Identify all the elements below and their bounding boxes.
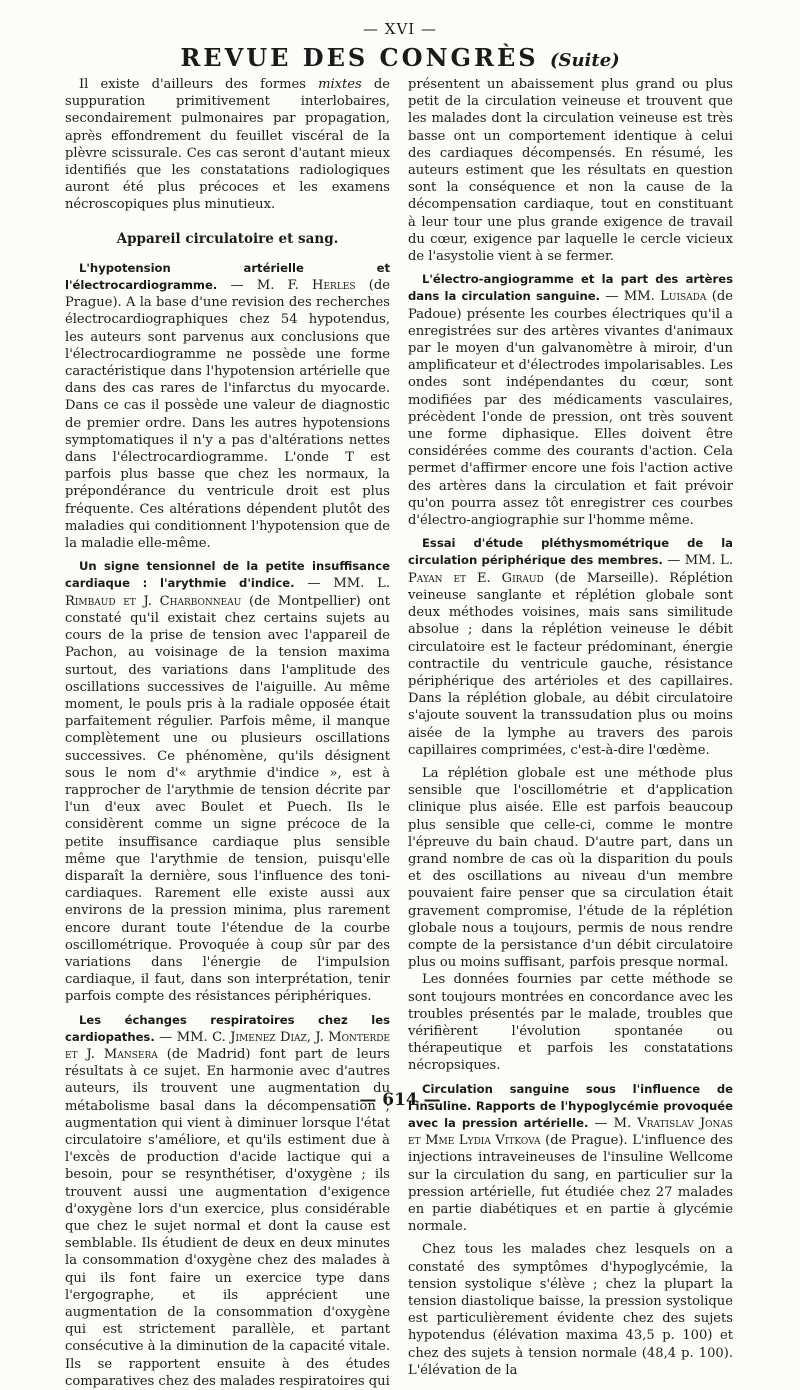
article-plethysmometrie: Essai d'étude pléthysmométrique de la circulation périphérique des membres. — MM. L. Payan et E. Giraud (de Marseille). Réplétion veineuse sanglante et réplétion globale sont deux méthodes voisines, mais sans similitude absolue ; dans la réplétion veineuse le débit circulatoire est le facteur prédominant, énergie contractile du ventricule gauche, résistance périphérique des artérioles et des capillaires. Dans la réplétion globale, au débit circulatoire s'ajoute souvent la transsudation plus ou moins aisée de la lymphe au travers des parois capillaires comprimées, c'est-à-dire l'œdème.	[408, 536, 733, 758]
paragraph-repletion: La réplétion globale est une méthode plus sensible que l'oscillométrie et d'application clinique plus aisée. Elle est parfois beaucoup plus sensible que celle-ci, comme le montre l'épreuve du bain chaud. D'autre part, dans un grand nombre de cas où la disparition du pouls et des oscillations au niveau d'un membre pouvaient faire penser que sa circulation était gravement compromise, l'étude de la réplétion globale nous a toujours, permis de nous rendre compte de la persistance d'un débit circulatoire plus ou moins suffisant, parfois presque normal.	[408, 765, 733, 971]
article-insuline: Circulation sanguine sous l'influence de l'insuline. Rapports de l'hypoglycémie provoquée avec la pression artérielle. — M. Vratislav Jonas et Mme Lydia Vitkova (de Prague). L'influence des injections intraveineuses de l'insuline Wellcome sur la circulation du sang, en particulier sur la pression artérielle, fut étudiée chez 27 malades en partie diabétiques et en partie à glycémie normale.	[408, 1081, 734, 1235]
article-author: M. F. Herles	[256, 278, 356, 294]
continued-paragraph: présentent un abaissement plus grand ou plus petit de la circulation veineuse et trouvent que les malades dont la circulation veineuse est très basse ont un comportement identique à celui des cardiaques décompensés. En résumé, les auteurs estiment que les résultats en question sont la conséquence et non la cause de la décompensation cardiaque, tout en constituant à leur tour une plus grande exigence de travail du cœur, exigence par laquelle le cercle vicieux de l'asystolie vient à se fermer.	[408, 77, 733, 265]
article-author: MM. L. Payan et E. Giraud	[408, 553, 733, 586]
article-heading: Les échanges respiratoires chez les cardiopathes.	[65, 1012, 390, 1044]
article-electro-angiogramme: L'électro-angiogramme et la part des artères dans la circulation sanguine. — MM. Luisada (de Padoue) présente les courbes électriques qu'il a enregistrées sur des artères vivantes d'animaux par le moyen d'un galvanomètre à miroir, d'un amplificateur et d'électrodes impolarisables. Les ondes sont indépendantes du cœur, sont modifiées par des médicaments vasculaires, précèdent l'onde de pression, ont très souvent une forme diphasique. Elles doivent être considérées comme des courants d'action. Cela permet d'affirmer encore une fois l'action active des artères dans la circulation et fait prévoir qu'on pourra assez tôt enregistrer ces courbes d'électro-angiographie sur l'homme même.	[408, 272, 734, 529]
left-column	[65, 76, 390, 1390]
article-author: MM. Luisada	[623, 289, 707, 305]
roman-folio: — XVI —	[363, 20, 437, 38]
paragraph-hypoglycemie: Chez tous les malades chez lesquels on a constaté des symptômes d'hypoglycémie, la tension systolique s'élève ; chez la plupart la tension diastolique baisse, la pression systolique est particulièrement évidente chez des sujets hypotendus (élévation maxima 43,5 p. 100) et chez des sujets à tension normale (48,4 p. 100). L'élévation de la	[408, 1242, 733, 1378]
article-author: MM. C. Jimenez Diaz, J. Monterde et J. Mansera	[65, 1029, 391, 1062]
title-suffix: (Suite)	[549, 50, 620, 71]
article-heading: Un signe tensionnel de la petite insuffisance cardiaque : l'arythmie d'indice.	[65, 559, 390, 591]
page-number: — 614 —	[359, 1090, 441, 1110]
article-echanges: Les échanges respiratoires chez les cardiopathes. — MM. C. Jimenez Diaz, J. Monterde et J. Mansera (de Madrid) font part de leurs résultats à ce sujet. En harmonie avec d'autres auteurs, ils trouvent une augmentation du métabolisme basal dans la décompensation ; augmentation qui vient à diminuer lorsque l'état circulatoire s'améliore, et qu'ils estiment due à l'excès de production d'acide lactique qui a besoin, pour se resynthétiser, d'oxygène ; ils trouvent aussi une augmentation d'exigence d'oxygène lors d'un exercice, plus considérable que chez le sujet normal et dont la cause est semblable. Ils étudient de deux en deux minutes la consommation d'oxygène chez des malades à qui ils font faire un exercice type dans l'ergographe, et ils apprécient une augmentation de la consommation d'oxygène qui est strictement parallèle, et partant consécutive à la diminution de la capacité vitale. Ils se rapportent ensuite à des études comparatives chez des malades respiratoires qui	[65, 1012, 391, 1389]
section-heading: Appareil circulatoire et sang.	[116, 230, 339, 247]
article-heading: Essai d'étude pléthysmométrique de la circulation périphérique des membres.	[408, 536, 733, 568]
article-heading: Circulation sanguine sous l'influence de l'insuline. Rapports de l'hypoglycémie provoquée avec la pression artérielle.	[408, 1081, 733, 1130]
article-heading: L'hypotension artérielle et l'électrocardiogramme.	[65, 260, 390, 293]
paragraph-donnees: Les données fournies par cette méthode se sont toujours montrées en concordance avec les troubles présentés par le malade, troubles que vérifièrent l'évolution spontanée ou thérapeutique et parfois les constatations nécropsiques.	[408, 972, 733, 1074]
article-hypotension: L'hypotension artérielle et l'électrocardiogramme. — M. F. Herles (de Prague). A la base d'une revision des recherches électrocardiographiques chez 54 hypotendus, les auteurs sont parvenus aux conclusions que l'électrocardiogramme ne possède une forme caractéristique dans l'hypotension artérielle que dans des cas rares de l'infarctus du myocarde. Dans ce cas il possède une valeur de diagnostic de premier ordre. Dans les autres hypotensions symptomatiques il n'y a pas d'altérations nettes dans l'électrocardiogramme. L'onde T est parfois plus basse que chez les normaux, la prépondérance du ventricule droit est plus fréquente. Ces altérations dépendent plutôt des maladies qui conditionnent l'hypotension que de la maladie elle-même.	[65, 260, 391, 552]
emphasis-mixtes: mixtes	[318, 77, 362, 92]
article-heading: L'électro-angiogramme et la part des artères dans la circulation sanguine.	[408, 272, 733, 304]
page-title	[0, 43, 800, 72]
right-column	[408, 76, 733, 1379]
article-author: M. Vratislav Jonas et Mme Lydia Vitkova	[408, 1115, 733, 1149]
article-arythmie: Un signe tensionnel de la petite insuffisance cardiaque : l'arythmie d'indice. — MM. L. Rimbaud et J. Charbonneau (de Montpellier) ont constaté qu'il existait chez certains sujets au cours de la prise de tension avec l'appareil de Pachon, au voisinage de la tension maxima surtout, des variations dans l'amplitude des oscillations successives de l'aiguille. Au même moment, le pouls pris à la radiale opposée était parfaitement régulier. Parfois même, il manque complètement une ou plusieurs oscillations successives. Ce phénomène, qu'ils désignent sous le nom d'« arythmie d'indice », est à rapprocher de l'arythmie de tension décrite par l'un d'eux avec Boulet et Puech. Ils le considèrent comme un signe précoce de la petite insuffisance cardiaque plus sensible même que l'arythmie de tension, puisqu'elle disparaît la dernière, sous l'influence des toni-cardiaques. Rarement elle existe aussi aux environs de la pression minima, plus rarement encore durant toute l'étendue de la courbe oscillométrique. Provoquée à coup sûr par des variations dans l'énergie de l'impulsion cardiaque, il faut, dans son interprétation, tenir parfois compte des résistances périphériques.	[65, 559, 391, 1005]
title-main: REVUE DES CONGRÈS	[180, 43, 539, 72]
intro-paragraph: Il existe d'ailleurs des formes mixtes de suppuration primitivement interlobaires, secondairement pulmonaires par propagation, après effondrement du feuillet viscéral de la plèvre scissurale. Ces cas seront d'autant mieux identifiés que les constatations radiologiques auront été plus précoces et les examens nécroscopiques plus minutieux.	[65, 77, 390, 213]
article-author: MM. L. Rimbaud et J. Charbonneau	[65, 576, 391, 609]
